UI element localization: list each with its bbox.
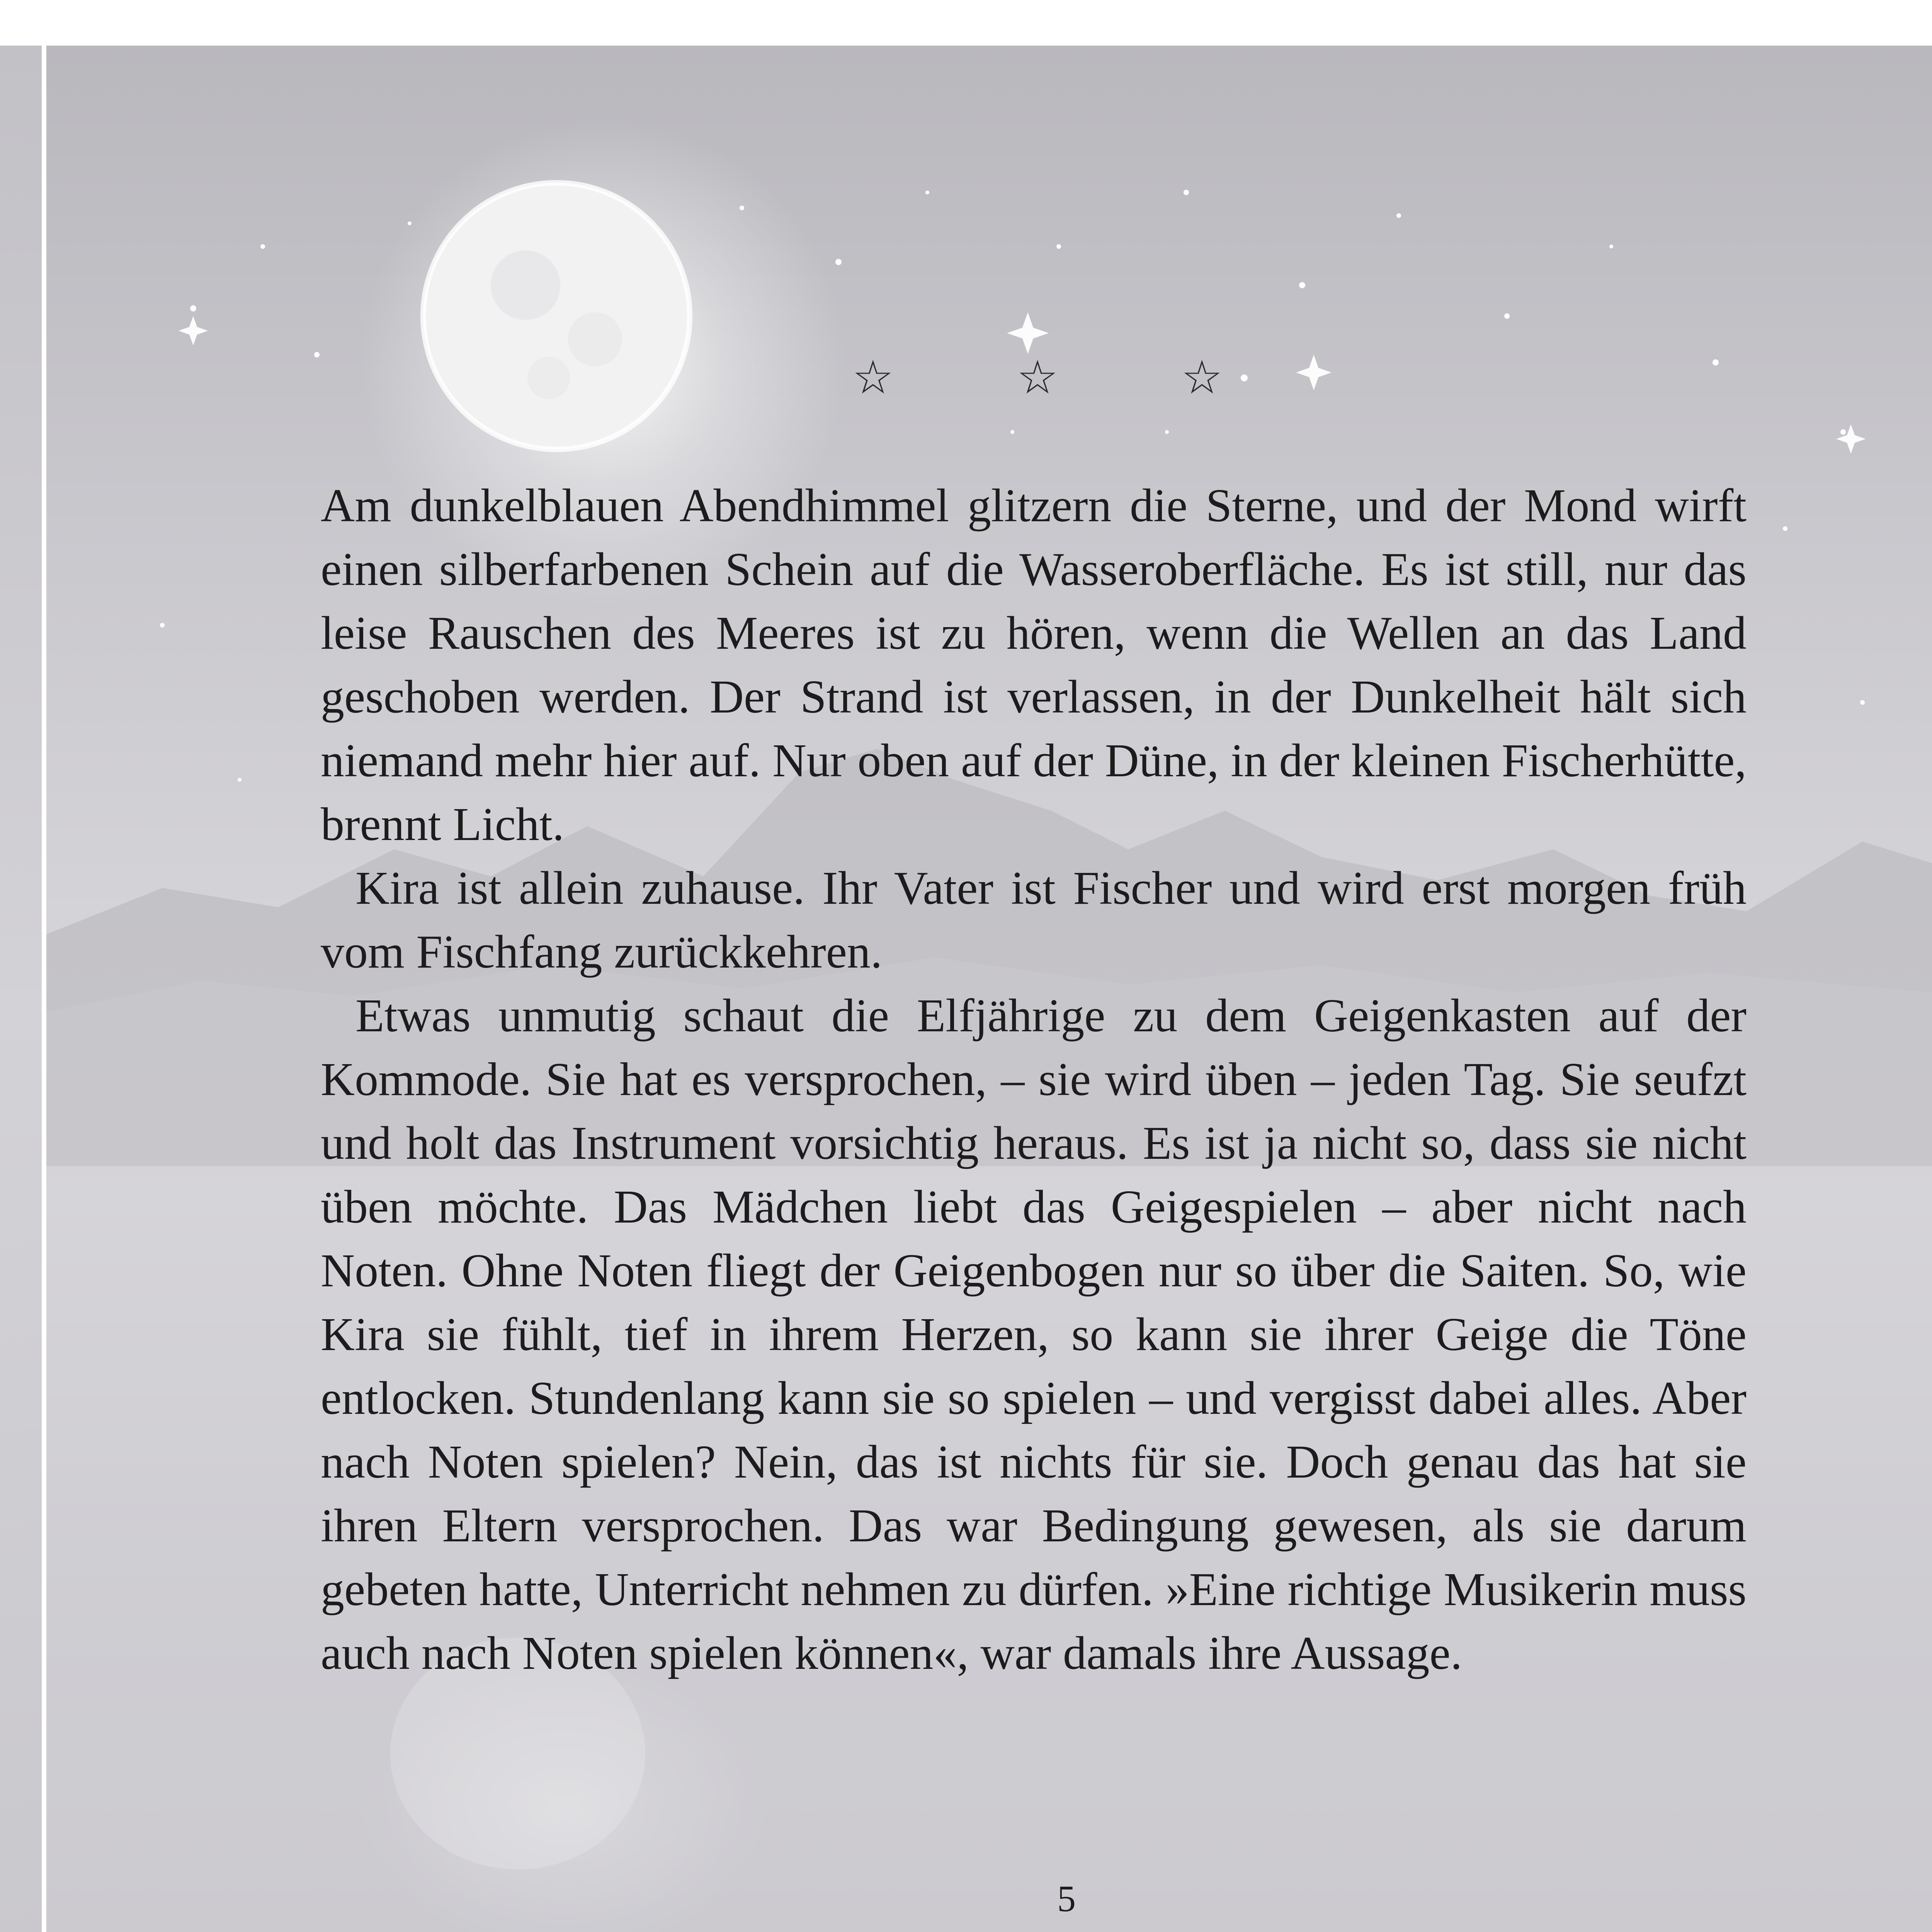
section-ornament: ☆ ☆ ☆ — [852, 351, 1277, 405]
story-text — [321, 474, 1747, 1685]
paragraph-3: Etwas unmutig schaut die Elfjährige zu dem Geigenkasten auf der Kommode. Sie hat es versprochen, – sie wird üben – jeden Tag. Sie seufzt und holt das Instrument vorsichtig heraus. Es ist ja nicht so, dass sie nicht üben möchte. Das Mädchen liebt das Geigespielen – aber nicht nach Noten. Ohne Noten fliegt der Geigenbogen nur so über die Saiten. So, wie Kira sie fühlt, tief in ihrem Herzen, so kann sie ihrer Geige die Töne entlocken. Stundenlang kann sie so spielen – und vergisst dabei alles. Aber nach Noten spielen? Nein, das ist nichts für sie. Doch genau das hat sie ihren Eltern versprochen. Das war Bedingung gewesen, als sie darum gebeten hatte, Unterricht nehmen zu dürfen. »Eine richtige Musikerin muss auch nach Noten spielen können«, war damals ihre Aussage. — [321, 990, 1747, 1679]
page-number: 5 — [1057, 1878, 1076, 1919]
facing-page-edge — [0, 46, 42, 1932]
book-page — [46, 46, 1932, 1932]
paragraph-2: Kira ist allein zuhause. Ihr Vater ist Fischer und wird erst morgen früh vom Fischfang zurückkehren. — [321, 862, 1747, 978]
paragraph-1: Am dunkelblauen Abendhimmel glitzern die Sterne, und der Mond wirft einen silberfarbenen Schein auf die Wasseroberfläche. Es ist still, nur das leise Rauschen des Meeres ist zu hören, wenn die Wellen an das Land geschoben werden. Der Strand ist verlassen, in der Dunkelheit hält sich niemand mehr hier auf. Nur oben auf der Düne, in der kleinen Fischerhütte, brennt Licht. — [321, 480, 1747, 850]
